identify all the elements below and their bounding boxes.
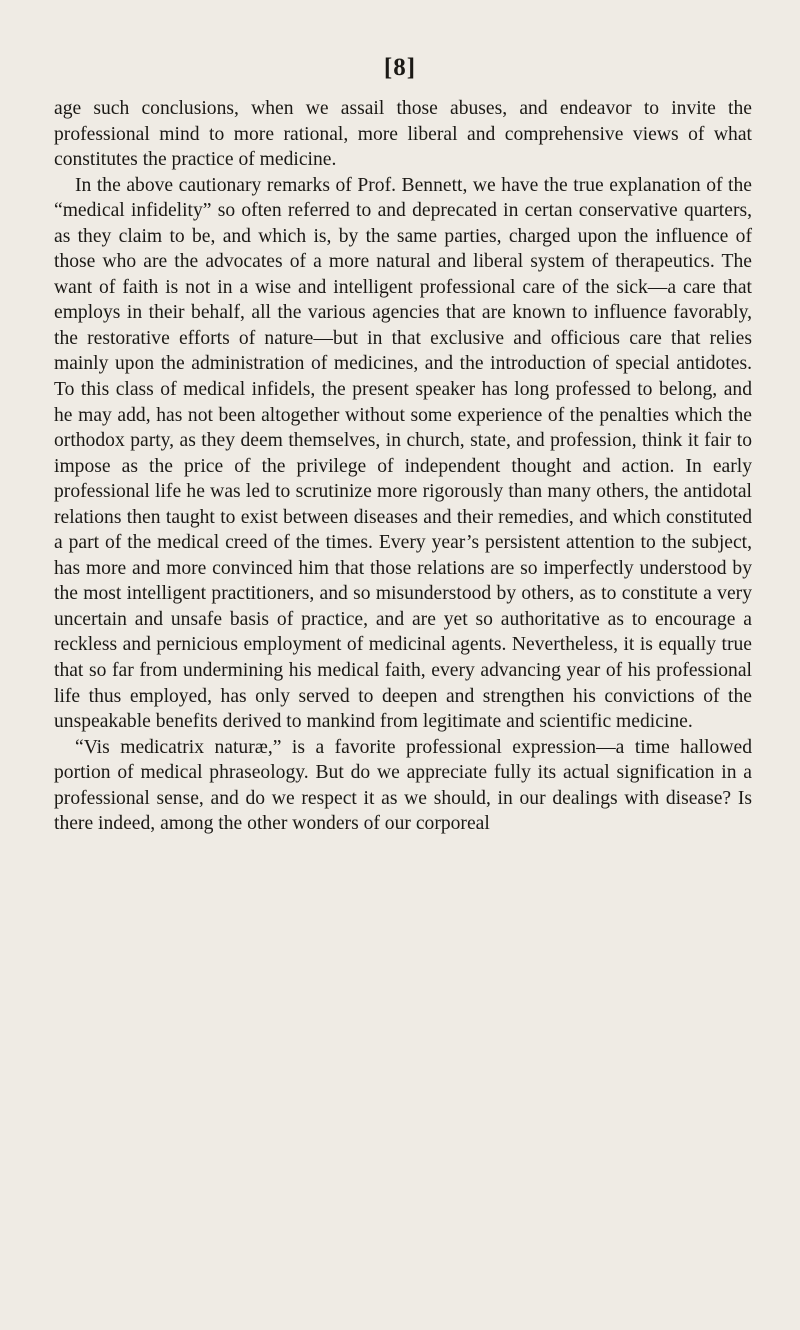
paragraph-bennett-remarks: In the above cautionary remarks of Prof. Bennett, we have the true explanation of the “medical infidelity” so often referred to and deprecated in certan conservative quarters, as they claim to be, and which is, by the same parties, charged upon the influence of those who are the advocates of a more natural and liberal system of therapeutics. The want of faith is not in a wise and intelligent professional care of the sick—a care that employs in their behalf, all the various agencies that are known to influence favorably, the restorative efforts of nature—but in that exclusive and officious care that relies mainly upon the administration of medicines, and the introduction of special antidotes. To this class of medical infidels, the present speaker has long professed to belong, and he may add, has not been altogether without some experience of the penalties which the orthodox party, as they deem themselves, in church, state, and profession, think it fair to impose as the price of the privilege of independent thought and action. In early professional life he was led to scrutinize more rigorously than many others, the antidotal relations then taught to exist between diseases and their remedies, and which constituted a part of the medical creed of the times. Every year’s persistent attention to the subject, has more and more convinced him that those relations are so imperfectly understood by the most intelligent practitioners, and so misunderstood by others, as to constitute a very uncertain and unsafe basis of practice, and are yet so authoritative as to encourage a reckless and pernicious employment of medicinal agents. Nevertheless, it is equally true that so far from undermining his medical faith, every advancing year of his professional life thus employed, has only served to deepen and strengthen his convictions of the unspeakable benefits derived to mankind from legitimate and scientific medicine. <box>54 174 752 733</box>
page-number: [8] <box>383 54 417 81</box>
paragraph-continuation: age such conclusions, when we assail those abuses, and endeavor to invite the professional mind to more rational, more liberal and comprehensive views of what constitutes the practice of medicine. <box>54 98 752 171</box>
paragraph-vis-medicatrix: “Vis medicatrix naturæ,” is a favorite professional expression—a time hallowed portion of medical phraseology. But do we appreciate fully its actual signification in a professional sense, and do we respect it as we should, in our dealings with disease? Is there indeed, among the other wonders of our corporeal <box>54 736 752 835</box>
body-text <box>54 96 752 837</box>
